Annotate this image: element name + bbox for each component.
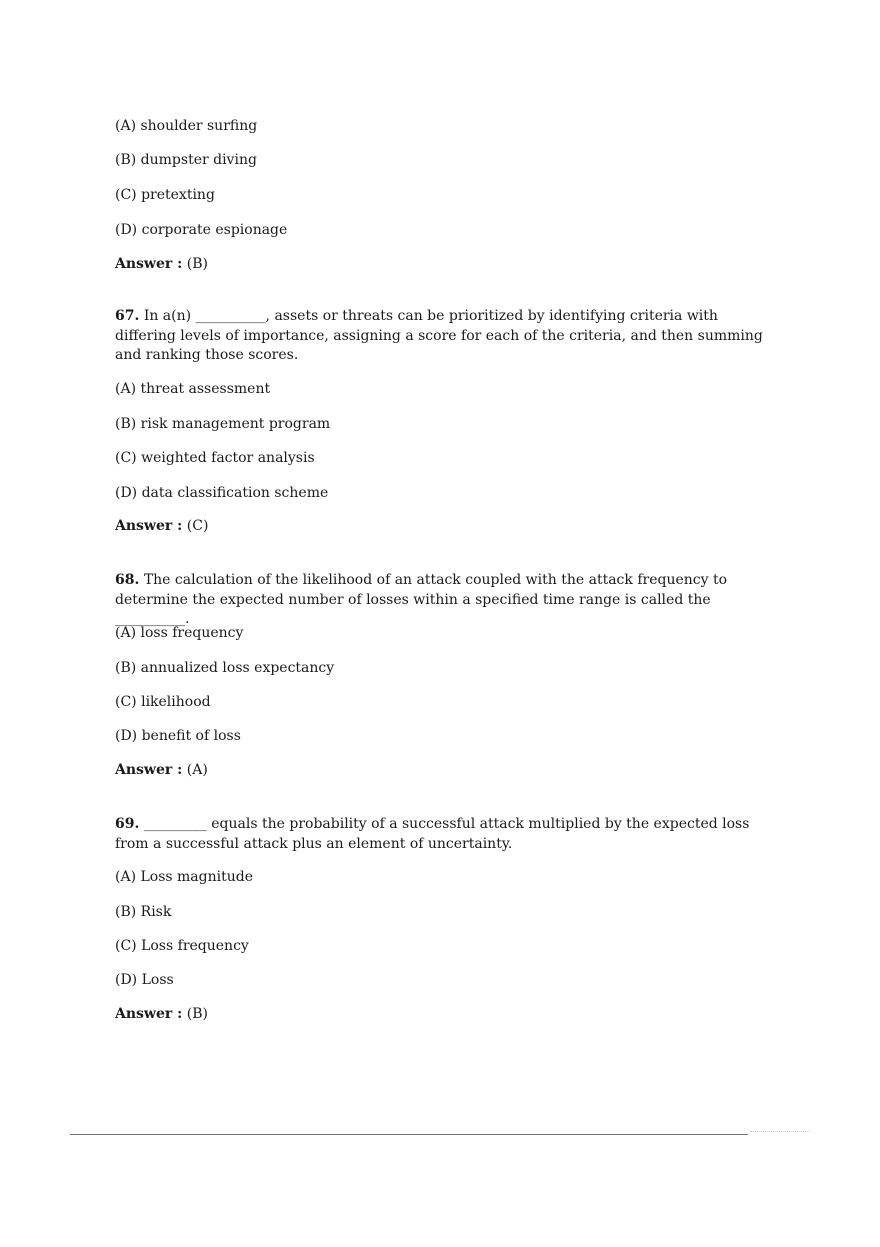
question-number: 68.	[115, 572, 140, 588]
answer-label: Answer :	[115, 1006, 183, 1022]
option-a: (A) threat assessment	[115, 381, 271, 397]
footer-faint-mark	[750, 1131, 810, 1136]
option-a: (A) Loss magnitude	[115, 869, 253, 885]
option-d: (D) benefit of loss	[115, 728, 241, 744]
option-d: (D) corporate espionage	[115, 222, 288, 238]
question-69	[115, 815, 770, 854]
answer-value: (B)	[186, 1006, 208, 1022]
footer-divider	[70, 1134, 748, 1135]
answer-value: (C)	[186, 518, 209, 534]
option-c: (C) likelihood	[115, 694, 211, 710]
answer-label: Answer :	[115, 762, 183, 778]
option-c: (C) weighted factor analysis	[115, 450, 315, 466]
answer-line	[115, 255, 208, 275]
answer-label: Answer :	[115, 256, 183, 272]
answer-line	[115, 517, 208, 537]
answer-value: (A)	[186, 762, 208, 778]
option-b: (B) annualized loss expectancy	[115, 660, 335, 676]
answer-line	[115, 1005, 208, 1025]
option-d: (D) data classification scheme	[115, 485, 329, 501]
answer-line	[115, 761, 208, 781]
question-text: _________ equals the probability of a successful attack multiplied by the expected loss from a successful attack plus an element of uncertainty.	[115, 816, 750, 852]
answer-label: Answer :	[115, 518, 183, 534]
option-b: (B) risk management program	[115, 416, 331, 432]
question-text: In a(n) __________, assets or threats can be prioritized by identifying criteria with differing levels of importance, assigning a score for each of the criteria, and then summing and ranking those scores.	[115, 308, 763, 363]
option-b: (B) dumpster diving	[115, 152, 257, 168]
question-text: The calculation of the likelihood of an attack coupled with the attack frequency to determine the expected number of losses within a specified time range is called the __________.	[115, 572, 728, 627]
answer-value: (B)	[186, 256, 208, 272]
option-b: (B) Risk	[115, 904, 172, 920]
option-c: (C) Loss frequency	[115, 938, 249, 954]
question-number: 69.	[115, 816, 140, 832]
question-67	[115, 307, 770, 366]
question-68	[115, 571, 770, 630]
question-number: 67.	[115, 308, 140, 324]
option-a: (A) loss frequency	[115, 625, 244, 641]
option-d: (D) Loss	[115, 972, 174, 988]
option-c: (C) pretexting	[115, 187, 215, 203]
option-a: (A) shoulder surfing	[115, 118, 258, 134]
